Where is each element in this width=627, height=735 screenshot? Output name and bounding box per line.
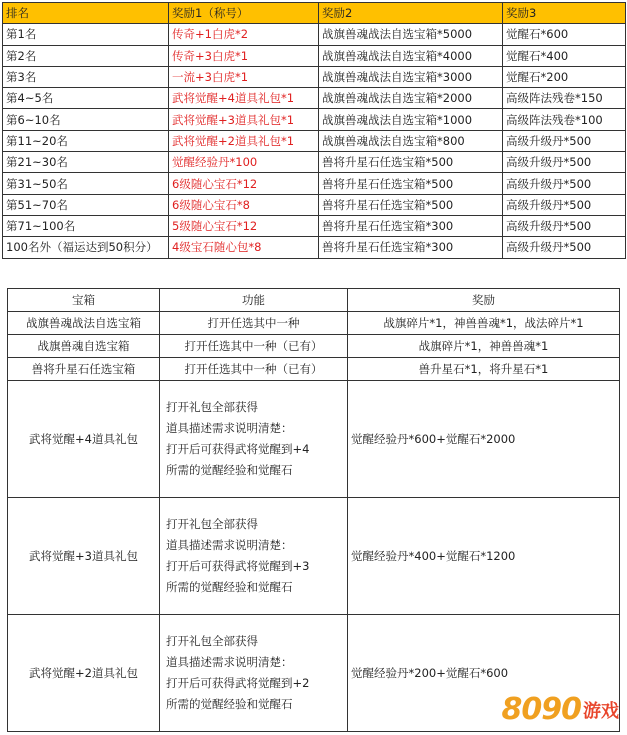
chest-table-header <box>8 289 620 312</box>
reward2-cell: 兽将升星石任选宝箱*300 <box>319 237 503 258</box>
chest-name-cell: 武将觉醒+4道具礼包 <box>8 381 160 498</box>
table-row <box>3 66 626 87</box>
table-row <box>8 381 620 498</box>
chest-name-cell: 武将觉醒+3道具礼包 <box>8 498 160 615</box>
table-row <box>3 24 626 45</box>
title-reward-cell: 6级随心宝石*8 <box>169 194 319 215</box>
title-reward-cell: 武将觉醒+3道具礼包*1 <box>169 109 319 130</box>
table-row <box>3 130 626 151</box>
chest-reward-cell: 觉醒经验丹*200+觉醒石*600 <box>348 615 620 732</box>
reward3-cell: 高级升级丹*500 <box>503 194 626 215</box>
reward2-cell: 兽将升星石任选宝箱*500 <box>319 194 503 215</box>
title-reward-cell: 一流+3白虎*1 <box>169 66 319 87</box>
rank-cell: 第3名 <box>3 66 169 87</box>
title-reward-cell: 5级随心宝石*12 <box>169 215 319 236</box>
title-reward-cell: 4级宝石随心包*8 <box>169 237 319 258</box>
reward3-cell: 高级升级丹*500 <box>503 152 626 173</box>
table-row <box>8 498 620 615</box>
rank-cell: 第6~10名 <box>3 109 169 130</box>
header-rank: 排名 <box>3 3 169 24</box>
header-reward1: 奖励1（称号） <box>169 3 319 24</box>
function-line: 道具描述需求说明清楚： <box>166 421 293 435</box>
rank-reward-table <box>2 2 626 259</box>
table-row <box>3 109 626 130</box>
chest-function-cell: 打开任选其中一种（已有） <box>160 335 348 358</box>
rank-cell: 第71~100名 <box>3 215 169 236</box>
chest-name-cell: 战旗兽魂自选宝箱 <box>8 335 160 358</box>
chest-info-table <box>7 288 620 732</box>
header-reward2: 奖励2 <box>319 3 503 24</box>
function-line: 打开后可获得武将觉醒到+4 <box>166 442 310 456</box>
table-row <box>3 237 626 258</box>
function-line: 打开后可获得武将觉醒到+3 <box>166 559 310 573</box>
reward3-cell: 觉醒石*600 <box>503 24 626 45</box>
title-reward-cell: 传奇+3白虎*1 <box>169 45 319 66</box>
reward3-cell: 高级升级丹*500 <box>503 237 626 258</box>
function-line: 打开后可获得武将觉醒到+2 <box>166 676 310 690</box>
table-row <box>8 358 620 381</box>
chest-reward-cell: 兽升星石*1，将升星石*1 <box>348 358 620 381</box>
rank-cell: 第11~20名 <box>3 130 169 151</box>
rank-cell: 第21~30名 <box>3 152 169 173</box>
reward3-cell: 高级阵法残卷*100 <box>503 109 626 130</box>
reward2-cell: 战旗兽魂战法自选宝箱*2000 <box>319 88 503 109</box>
header-chest: 宝箱 <box>8 289 160 312</box>
reward2-cell: 兽将升星石任选宝箱*500 <box>319 152 503 173</box>
reward2-cell: 战旗兽魂战法自选宝箱*4000 <box>319 45 503 66</box>
title-reward-cell: 武将觉醒+2道具礼包*1 <box>169 130 319 151</box>
reward3-cell: 高级升级丹*500 <box>503 130 626 151</box>
function-line: 打开礼包全部获得 <box>166 517 258 531</box>
title-reward-cell: 传奇+1白虎*2 <box>169 24 319 45</box>
header-reward: 奖励 <box>348 289 620 312</box>
title-reward-cell: 觉醒经验丹*100 <box>169 152 319 173</box>
logo-number: 8090 <box>501 692 581 727</box>
header-function: 功能 <box>160 289 348 312</box>
function-line: 道具描述需求说明清楚： <box>166 655 293 669</box>
rank-cell: 第51~70名 <box>3 194 169 215</box>
function-line: 所需的觉醒经验和觉醒石 <box>166 697 293 711</box>
chest-function-cell <box>160 498 348 615</box>
chest-function-cell: 打开任选其中一种（已有） <box>160 358 348 381</box>
rank-cell: 第1名 <box>3 24 169 45</box>
chest-function-cell <box>160 381 348 498</box>
header-reward3: 奖励3 <box>503 3 626 24</box>
chest-function-cell: 打开任选其中一种 <box>160 312 348 335</box>
rank-cell: 第4~5名 <box>3 88 169 109</box>
reward3-cell: 觉醒石*200 <box>503 66 626 87</box>
site-logo <box>502 692 620 727</box>
function-line: 打开礼包全部获得 <box>166 400 258 414</box>
chest-name-cell: 战旗兽魂战法自选宝箱 <box>8 312 160 335</box>
table-row <box>3 173 626 194</box>
reward2-cell: 兽将升星石任选宝箱*500 <box>319 173 503 194</box>
table-row <box>8 312 620 335</box>
function-line: 所需的觉醒经验和觉醒石 <box>166 580 293 594</box>
chest-reward-cell: 觉醒经验丹*400+觉醒石*1200 <box>348 498 620 615</box>
table-row <box>3 45 626 66</box>
reward3-cell: 觉醒石*400 <box>503 45 626 66</box>
function-line: 道具描述需求说明清楚： <box>166 538 293 552</box>
table-row <box>3 152 626 173</box>
rank-cell: 第31~50名 <box>3 173 169 194</box>
reward3-cell: 高级升级丹*500 <box>503 173 626 194</box>
reward2-cell: 战旗兽魂战法自选宝箱*3000 <box>319 66 503 87</box>
rank-cell: 第2名 <box>3 45 169 66</box>
function-line: 打开礼包全部获得 <box>166 634 258 648</box>
title-reward-cell: 武将觉醒+4道具礼包*1 <box>169 88 319 109</box>
chest-function-cell <box>160 615 348 732</box>
table-row <box>3 88 626 109</box>
table-row <box>8 335 620 358</box>
rank-cell: 100名外（福运达到50积分） <box>3 237 169 258</box>
table-row <box>3 215 626 236</box>
logo-text: 游戏 <box>583 701 619 722</box>
chest-name-cell: 武将觉醒+2道具礼包 <box>8 615 160 732</box>
rank-table-header <box>3 3 626 24</box>
function-line: 所需的觉醒经验和觉醒石 <box>166 463 293 477</box>
chest-name-cell: 兽将升星石任选宝箱 <box>8 358 160 381</box>
reward3-cell: 高级升级丹*500 <box>503 215 626 236</box>
title-reward-cell: 6级随心宝石*12 <box>169 173 319 194</box>
reward2-cell: 战旗兽魂战法自选宝箱*1000 <box>319 109 503 130</box>
table-row <box>3 194 626 215</box>
chest-reward-cell: 战旗碎片*1，神兽兽魂*1 <box>348 335 620 358</box>
reward2-cell: 兽将升星石任选宝箱*300 <box>319 215 503 236</box>
chest-reward-cell: 觉醒经验丹*600+觉醒石*2000 <box>348 381 620 498</box>
reward2-cell: 战旗兽魂战法自选宝箱*800 <box>319 130 503 151</box>
reward3-cell: 高级阵法残卷*150 <box>503 88 626 109</box>
chest-reward-cell: 战旗碎片*1，神兽兽魂*1，战法碎片*1 <box>348 312 620 335</box>
reward2-cell: 战旗兽魂战法自选宝箱*5000 <box>319 24 503 45</box>
